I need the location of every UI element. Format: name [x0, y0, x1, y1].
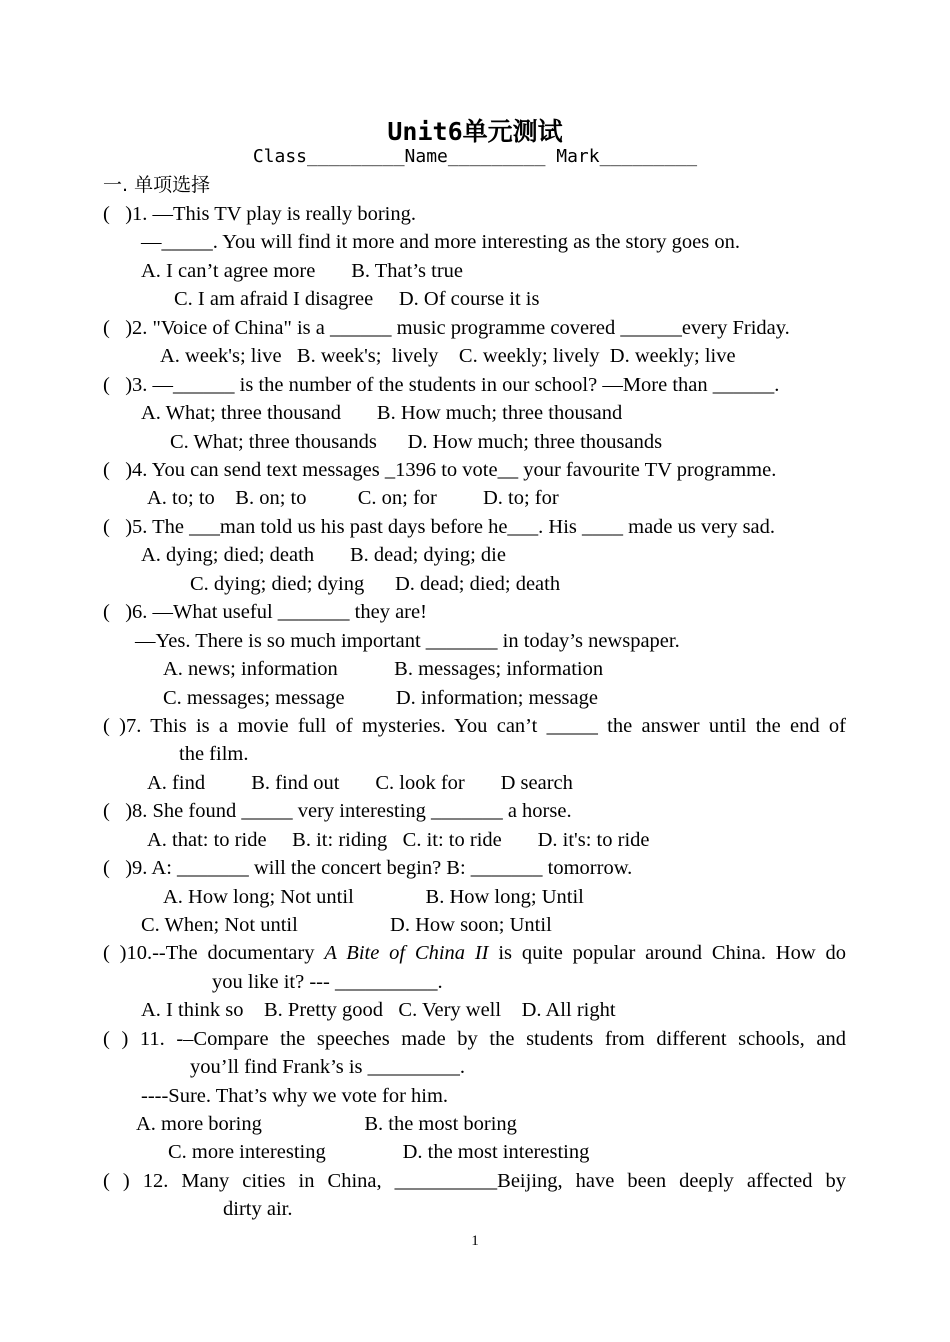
question-12-stem-continued: dirty air.: [223, 1198, 293, 1220]
documentary-title: A Bite of China II: [324, 942, 489, 964]
question-10-stem-end: is quite popular around China. How do: [488, 942, 846, 964]
question-6-stem-continued: —Yes. There is so much important _______ in today’s newspaper.: [135, 630, 680, 652]
question-12-stem: ( ) 12. Many cities in China, __________Beijing, have been deeply affected by: [103, 1170, 846, 1192]
question-5-options-ab: A. dying; died; death B. dead; dying; die: [141, 544, 506, 566]
page-title: Unit6单元测试: [387, 117, 563, 146]
question-2-options: A. week's; live B. week's; lively C. weekly; lively D. weekly; live: [160, 345, 736, 367]
question-3-options-ab: A. What; three thousand B. How much; three thousand: [141, 402, 623, 424]
question-10-options: A. I think so B. Pretty good C. Very well D. All right: [141, 999, 616, 1021]
question-6-options-cd: C. messages; message D. information; message: [163, 687, 598, 709]
question-4-options: A. to; to B. on; to C. on; for D. to; for: [147, 487, 559, 509]
question-10-stem: [103, 939, 846, 968]
question-11-options-cd: C. more interesting D. the most interesting: [168, 1141, 590, 1163]
question-11-response: ----Sure. That’s why we vote for him.: [141, 1085, 449, 1107]
question-1-options-cd: C. I am afraid I disagree D. Of course it is: [174, 288, 540, 310]
question-7-stem: ( )7. This is a movie full of mysteries. You can’t _____ the answer until the end of: [103, 715, 846, 737]
question-8-options: A. that: to ride B. it: riding C. it: to ride D. it's: to ride: [147, 829, 650, 851]
question-10-stem-continued: you like it? --- __________.: [212, 971, 443, 993]
question-7-options: A. find B. find out C. look for D search: [147, 772, 573, 794]
question-1-stem-continued: —_____. You will find it more and more interesting as the story goes on.: [141, 231, 740, 253]
question-3-options-cd: C. What; three thousands D. How much; three thousands: [170, 431, 663, 453]
question-5-stem: ( )5. The ___man told us his past days before he___. His ____ made us very sad.: [103, 516, 776, 538]
question-5-options-cd: C. dying; died; dying D. dead; died; death: [190, 573, 561, 595]
question-11-stem: ( ) 11. -–Compare the speeches made by the students from different schools, and: [103, 1028, 846, 1050]
question-6-stem: ( )6. —What useful _______ they are!: [103, 601, 427, 623]
question-9-options-ab: A. How long; Not until B. How long; Until: [163, 886, 584, 908]
question-8-stem: ( )8. She found _____ very interesting _______ a horse.: [103, 800, 572, 822]
question-3-stem: ( )3. —______ is the number of the students in our school? —More than ______.: [103, 374, 780, 396]
section-heading: 一. 单项选择: [103, 174, 211, 196]
question-9-options-cd: C. When; Not until D. How soon; Until: [141, 914, 552, 936]
question-4-stem: ( )4. You can send text messages _1396 to vote__ your favourite TV programme.: [103, 459, 777, 481]
question-6-options-ab: A. news; information B. messages; information: [163, 658, 604, 680]
question-1-stem: ( )1. —This TV play is really boring.: [103, 203, 416, 225]
student-info-line: Class_________Name_________ Mark_________: [252, 146, 698, 167]
page-number: 1: [471, 1233, 479, 1249]
question-10-stem-start: ( )10.--The documentary: [103, 942, 325, 964]
question-7-stem-continued: the film.: [179, 743, 249, 765]
question-2-stem: ( )2. "Voice of China" is a ______ music programme covered ______every Friday.: [103, 317, 790, 339]
question-1-options-ab: A. I can’t agree more B. That’s true: [141, 260, 464, 282]
question-9-stem: ( )9. A: _______ will the concert begin? B: _______ tomorrow.: [103, 857, 633, 879]
question-11-options-ab: A. more boring B. the most boring: [136, 1113, 517, 1135]
question-11-stem-continued: you’ll find Frank’s is _________.: [190, 1056, 466, 1078]
